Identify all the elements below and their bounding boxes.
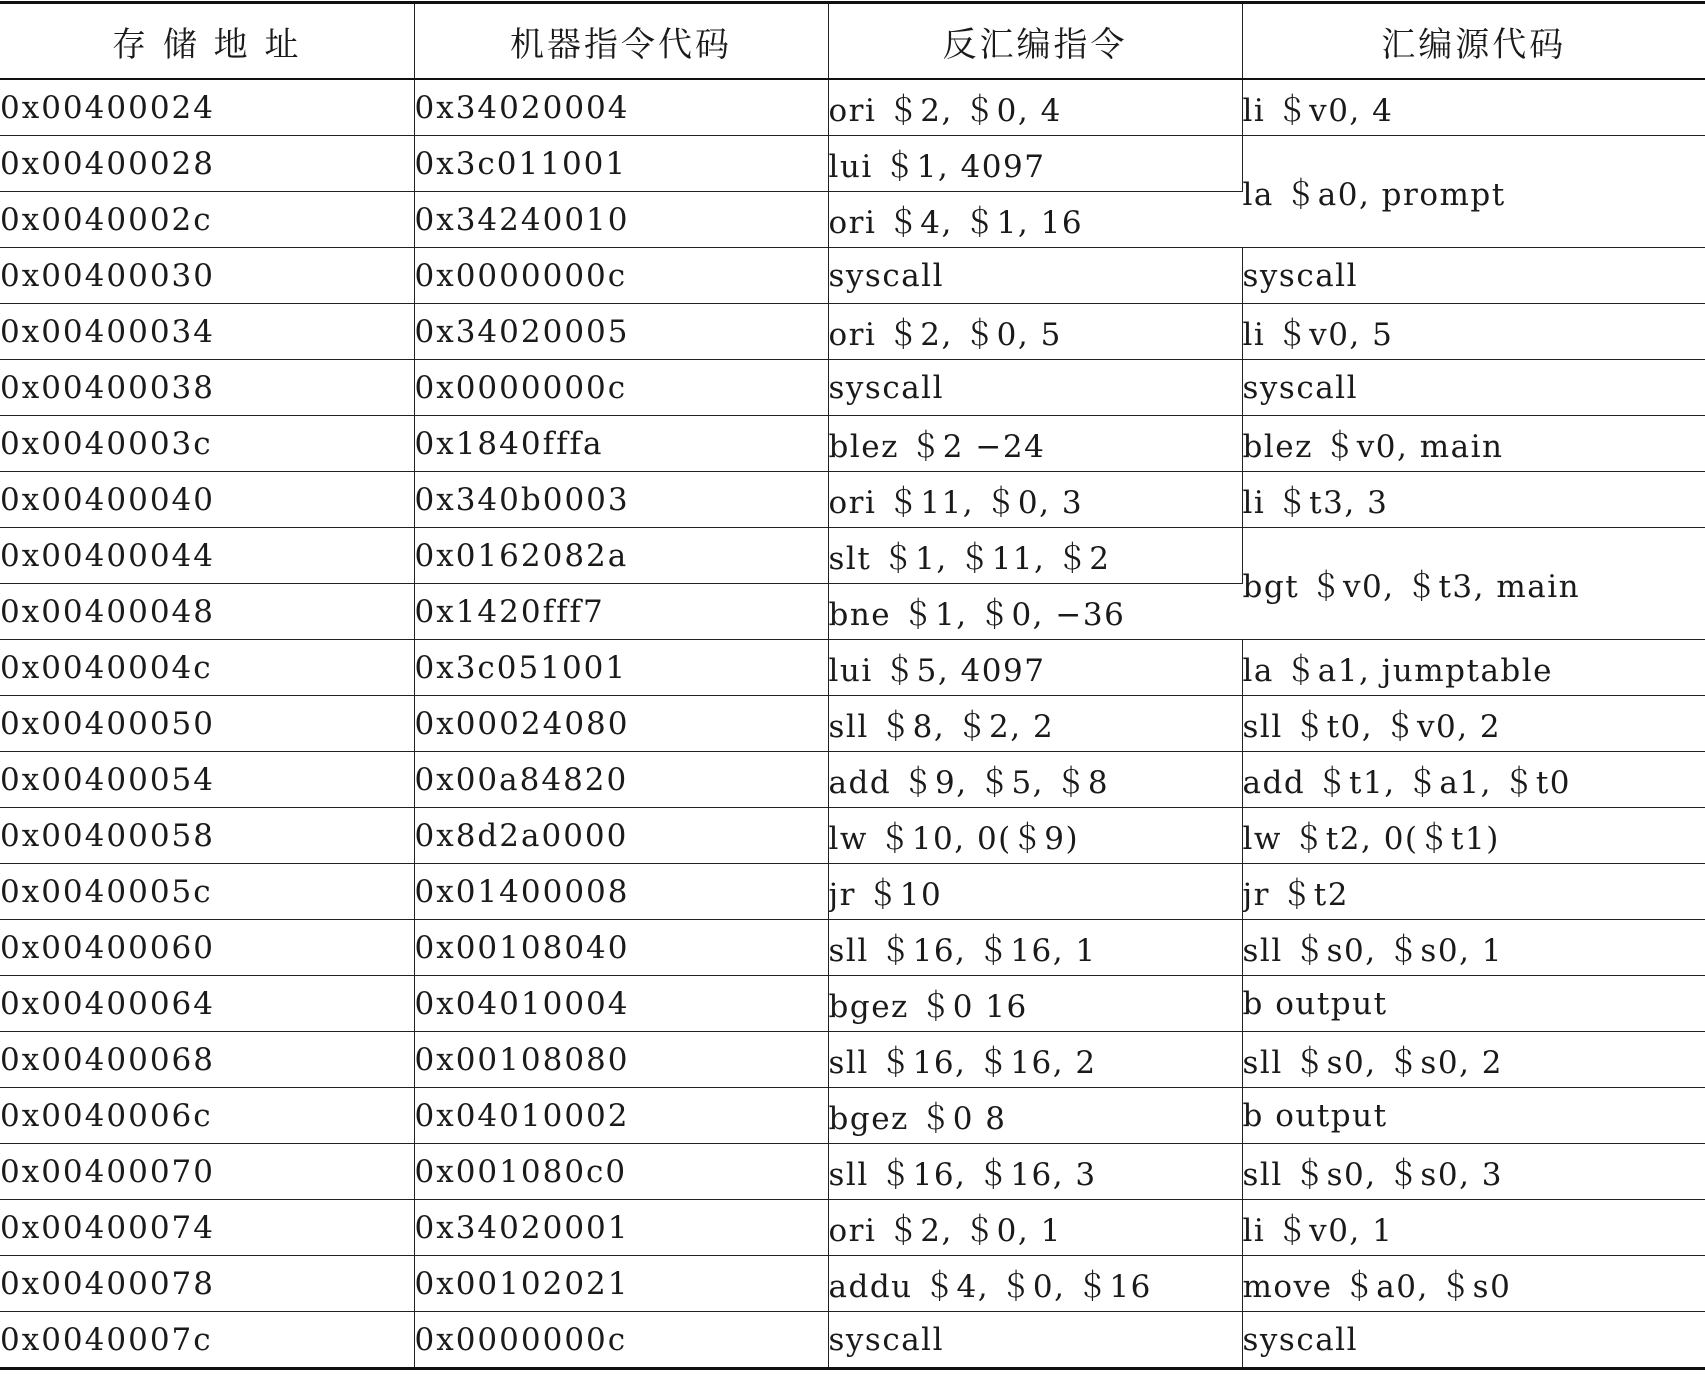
disassembly-cell: slt ＄1, ＄11, ＄2: [828, 528, 1242, 584]
table-row: [0, 864, 1705, 920]
address-cell: 0x0040007c: [0, 1312, 414, 1369]
disassembly-cell: lui ＄5, 4097: [828, 640, 1242, 696]
table-row: [0, 79, 1705, 136]
source-cell: bgt ＄v0, ＄t3, main: [1242, 528, 1705, 640]
table-row: [0, 136, 1705, 192]
table-row: [0, 1088, 1705, 1144]
table-row: [0, 416, 1705, 472]
disassembly-cell: ori ＄2, ＄0, 4: [828, 79, 1242, 136]
source-cell: sll ＄s0, ＄s0, 1: [1242, 920, 1705, 976]
address-cell: 0x00400050: [0, 696, 414, 752]
disassembly-cell: syscall: [828, 360, 1242, 416]
machine-code-cell: 0x8d2a0000: [414, 808, 828, 864]
disassembly-cell: lui ＄1, 4097: [828, 136, 1242, 192]
source-cell: li ＄v0, 4: [1242, 79, 1705, 136]
source-cell: jr ＄t2: [1242, 864, 1705, 920]
disassembly-cell: bgez ＄0 16: [828, 976, 1242, 1032]
disassembly-cell: bne ＄1, ＄0, −36: [828, 584, 1242, 640]
source-cell: add ＄t1, ＄a1, ＄t0: [1242, 752, 1705, 808]
machine-code-cell: 0x00108080: [414, 1032, 828, 1088]
header-source: 汇编源代码: [1242, 3, 1705, 80]
machine-code-cell: 0x3c051001: [414, 640, 828, 696]
table-row: [0, 528, 1705, 584]
source-cell: b output: [1242, 1088, 1705, 1144]
header-machine-code: 机器指令代码: [414, 3, 828, 80]
source-cell: sll ＄s0, ＄s0, 3: [1242, 1144, 1705, 1200]
table-row: [0, 696, 1705, 752]
machine-code-cell: 0x0000000c: [414, 248, 828, 304]
address-cell: 0x00400068: [0, 1032, 414, 1088]
table-row: [0, 640, 1705, 696]
table-row: [0, 360, 1705, 416]
table-row: [0, 1032, 1705, 1088]
table-row: [0, 248, 1705, 304]
address-cell: 0x00400030: [0, 248, 414, 304]
machine-code-cell: 0x34020001: [414, 1200, 828, 1256]
address-cell: 0x00400048: [0, 584, 414, 640]
machine-code-cell: 0x0000000c: [414, 1312, 828, 1369]
disassembly-cell: ori ＄4, ＄1, 16: [828, 192, 1242, 248]
address-cell: 0x00400074: [0, 1200, 414, 1256]
address-cell: 0x0040002c: [0, 192, 414, 248]
disassembly-cell: sll ＄16, ＄16, 2: [828, 1032, 1242, 1088]
source-cell: li ＄v0, 5: [1242, 304, 1705, 360]
machine-code-cell: 0x001080c0: [414, 1144, 828, 1200]
disassembly-cell: syscall: [828, 1312, 1242, 1369]
source-cell: b output: [1242, 976, 1705, 1032]
machine-code-cell: 0x340b0003: [414, 472, 828, 528]
header-disassembly: 反汇编指令: [828, 3, 1242, 80]
table-row: [0, 976, 1705, 1032]
disassembly-cell: ori ＄2, ＄0, 1: [828, 1200, 1242, 1256]
address-cell: 0x00400044: [0, 528, 414, 584]
machine-code-cell: 0x34240010: [414, 192, 828, 248]
table-row: [0, 1200, 1705, 1256]
address-cell: 0x00400028: [0, 136, 414, 192]
disassembly-cell: ori ＄2, ＄0, 5: [828, 304, 1242, 360]
header-address: 存 储 地 址: [0, 3, 414, 80]
disassembly-table: [0, 1, 1705, 1370]
machine-code-cell: 0x3c011001: [414, 136, 828, 192]
machine-code-cell: 0x34020004: [414, 79, 828, 136]
table-header-row: [0, 3, 1705, 80]
address-cell: 0x0040005c: [0, 864, 414, 920]
machine-code-cell: 0x00102021: [414, 1256, 828, 1312]
machine-code-cell: 0x00a84820: [414, 752, 828, 808]
table-row: [0, 808, 1705, 864]
machine-code-cell: 0x34020005: [414, 304, 828, 360]
machine-code-cell: 0x1840fffa: [414, 416, 828, 472]
machine-code-cell: 0x01400008: [414, 864, 828, 920]
machine-code-cell: 0x04010002: [414, 1088, 828, 1144]
table-row: [0, 752, 1705, 808]
disassembly-cell: blez ＄2 −24: [828, 416, 1242, 472]
source-cell: syscall: [1242, 360, 1705, 416]
address-cell: 0x00400058: [0, 808, 414, 864]
machine-code-cell: 0x00024080: [414, 696, 828, 752]
disassembly-cell: sll ＄16, ＄16, 3: [828, 1144, 1242, 1200]
disassembly-cell: sll ＄16, ＄16, 1: [828, 920, 1242, 976]
source-cell: syscall: [1242, 248, 1705, 304]
machine-code-cell: 0x00108040: [414, 920, 828, 976]
table-body: [0, 79, 1705, 1369]
source-cell: lw ＄t2, 0(＄t1): [1242, 808, 1705, 864]
disassembly-cell: ori ＄11, ＄0, 3: [828, 472, 1242, 528]
disassembly-cell: syscall: [828, 248, 1242, 304]
address-cell: 0x00400034: [0, 304, 414, 360]
disassembly-cell: lw ＄10, 0(＄9): [828, 808, 1242, 864]
address-cell: 0x0040004c: [0, 640, 414, 696]
disassembly-cell: sll ＄8, ＄2, 2: [828, 696, 1242, 752]
address-cell: 0x00400024: [0, 79, 414, 136]
machine-code-cell: 0x04010004: [414, 976, 828, 1032]
table-row: [0, 304, 1705, 360]
address-cell: 0x00400064: [0, 976, 414, 1032]
disassembly-cell: add ＄9, ＄5, ＄8: [828, 752, 1242, 808]
table-row: [0, 472, 1705, 528]
source-cell: blez ＄v0, main: [1242, 416, 1705, 472]
address-cell: 0x0040003c: [0, 416, 414, 472]
address-cell: 0x00400054: [0, 752, 414, 808]
source-cell: la ＄a0, prompt: [1242, 136, 1705, 248]
source-cell: sll ＄t0, ＄v0, 2: [1242, 696, 1705, 752]
table-row: [0, 1144, 1705, 1200]
disassembly-cell: bgez ＄0 8: [828, 1088, 1242, 1144]
source-cell: li ＄t3, 3: [1242, 472, 1705, 528]
address-cell: 0x00400070: [0, 1144, 414, 1200]
machine-code-cell: 0x0000000c: [414, 360, 828, 416]
table-row: [0, 1256, 1705, 1312]
machine-code-cell: 0x0162082a: [414, 528, 828, 584]
source-cell: la ＄a1, jumptable: [1242, 640, 1705, 696]
source-cell: sll ＄s0, ＄s0, 2: [1242, 1032, 1705, 1088]
source-cell: li ＄v0, 1: [1242, 1200, 1705, 1256]
disassembly-cell: addu ＄4, ＄0, ＄16: [828, 1256, 1242, 1312]
address-cell: 0x00400078: [0, 1256, 414, 1312]
disassembly-cell: jr ＄10: [828, 864, 1242, 920]
table-row: [0, 920, 1705, 976]
machine-code-cell: 0x1420fff7: [414, 584, 828, 640]
address-cell: 0x0040006c: [0, 1088, 414, 1144]
address-cell: 0x00400038: [0, 360, 414, 416]
address-cell: 0x00400060: [0, 920, 414, 976]
source-cell: syscall: [1242, 1312, 1705, 1369]
table-row: [0, 1312, 1705, 1369]
address-cell: 0x00400040: [0, 472, 414, 528]
source-cell: move ＄a0, ＄s0: [1242, 1256, 1705, 1312]
